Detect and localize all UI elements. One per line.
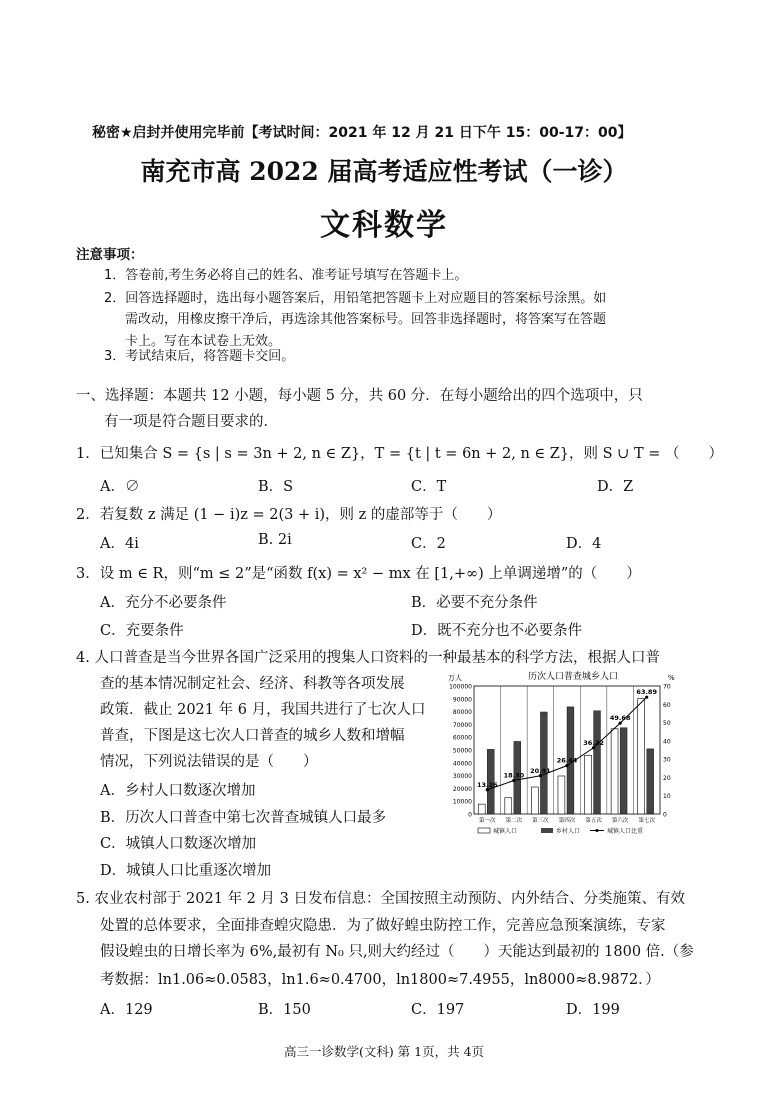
chart-right-tick-label: 40: [663, 738, 671, 746]
chart-left-tick-label: 40000: [452, 760, 472, 768]
chart-category-label: 第二次: [505, 818, 523, 824]
q5-option-a: A．129: [100, 1002, 153, 1018]
urban-bar: [558, 776, 565, 814]
question-4-stem: 情况，下列说法错误的是（ ）: [100, 754, 318, 770]
chart-left-tick-label: 80000: [452, 709, 472, 717]
urban-bar: [611, 729, 618, 814]
section-heading-cont: 有一项是符合题目要求的．: [104, 414, 278, 430]
chart-category-label: 第四次: [558, 818, 576, 824]
chart-title: 历次人口普查城乡人口: [527, 672, 619, 682]
note-item: 3．考试结束后，将答题卡交回。: [104, 349, 295, 364]
chart-left-tick-label: 10000: [452, 798, 472, 806]
urban-bar: [505, 798, 512, 814]
chart-category-label: 第七次: [638, 818, 655, 824]
q4-option-d: D．城镇人口比重逐次增加: [100, 863, 272, 879]
secret-header: 秘密★启封并使用完毕前【考试时间：2021 年 12 月 21 日下午 15：00-17：00】: [92, 125, 632, 141]
chart-category-label: 第一次: [479, 818, 496, 824]
urban-ratio-label: 20.91: [530, 766, 551, 775]
q2-option-d: D．4: [566, 536, 602, 552]
question-2-stem: 2．若复数 z 满足 (1 − i)z = 2(3 + i)，则 z 的虚部等于（ ）: [76, 507, 502, 523]
chart-category-label: 第五次: [585, 818, 602, 824]
note-item: 2．回答选择题时，选出每小题答案后，用铅笔把答题卡上对应题目的答案标号涂黑。如: [104, 291, 607, 306]
urban-ratio-label: 49.68: [609, 714, 631, 723]
legend-urban-label: 城镇人口: [493, 828, 518, 835]
q1-option-a: A．∅: [100, 479, 140, 495]
chart-left-tick-label: 60000: [452, 734, 472, 742]
urban-ratio-label: 18.30: [503, 771, 525, 780]
chart-right-tick-label: 10: [663, 793, 671, 801]
q3-option-d: D．既不充分也不必要条件: [411, 623, 583, 639]
page-footer: 高三一诊数学(文科) 第 1页，共 4页: [283, 1044, 485, 1059]
urban-ratio-label: 63.89: [636, 688, 657, 697]
question-4-stem: 4. 人口普查是当今世界各国广泛采用的搜集人口资料的一种最基本的科学方法，根据人口普: [76, 650, 660, 666]
rural-bar: [620, 728, 627, 814]
question-4-stem: 政策．截止 2021 年 6 月，我国共进行了七次人口: [100, 702, 426, 718]
q4-option-b: B．历次人口普查中第七次普查城镇人口最多: [100, 810, 387, 826]
q3-option-b: B．必要不充分条件: [411, 595, 538, 611]
question-5-stem: 假设蝗虫的日增长率为 6%,最初有 N₀ 只,则大约经过（ ）天能达到最初的 1800 倍.（参: [100, 944, 694, 960]
q2-option-c: C．2: [411, 536, 446, 552]
q2-option-a: A．4i: [100, 536, 139, 552]
chart-left-unit: 万人: [448, 674, 462, 682]
chart-left-tick-label: 50000: [452, 747, 472, 755]
population-chart: [438, 666, 692, 844]
chart-right-tick-label: 20: [663, 774, 671, 782]
urban-ratio-label: 13.26: [477, 780, 498, 789]
q4-option-a: A．乡村人口数逐次增加: [100, 783, 256, 799]
q1-option-c: C．T: [411, 479, 447, 495]
chart-left-tick-label: 70000: [452, 721, 472, 729]
chart-left-tick-label: 90000: [452, 696, 472, 704]
urban-bar: [478, 804, 485, 814]
chart-left-tick-label: 30000: [452, 773, 472, 781]
q3-option-c: C．充要条件: [100, 623, 184, 639]
q1-option-d: D．Z: [597, 479, 634, 495]
question-5-stem: 考数据：ln1.06≈0.0583，ln1.6≈0.4700，ln1800≈7.4955，ln8000≈8.9872．）: [100, 972, 660, 988]
chart-left-tick-label: 100000: [449, 683, 472, 691]
question-5-stem: 5. 农业农村部于 2021 年 2 月 3 日发布信息：全国按照主动预防、内外结合、分类施策、有效: [76, 891, 685, 907]
urban-bar: [531, 787, 538, 814]
legend-rural-swatch: [541, 828, 553, 833]
chart-right-tick-label: 60: [663, 701, 671, 709]
exam-subtitle: 文科数学: [320, 208, 448, 243]
legend-rural-label: 乡村人口: [556, 828, 581, 835]
section-heading: 一、选择题：本题共 12 小题，每小题 5 分，共 60 分．在每小题给出的四个选项中，只: [76, 388, 643, 404]
q2-option-b: B. 2i: [258, 532, 292, 548]
urban-ratio-label: 36.22: [583, 738, 604, 747]
legend-line-label: 城镇人口比重: [607, 828, 644, 835]
q4-option-c: C．城镇人口数逐次增加: [100, 836, 257, 852]
q5-option-d: D．199: [566, 1002, 620, 1018]
chart-left-tick-label: 20000: [452, 785, 472, 793]
q5-option-c: C．197: [411, 1002, 465, 1018]
chart-left-tick-label: 0: [468, 811, 472, 819]
question-5-stem: 处置的总体要求，全面排查蝗灾隐患．为了做好蝗虫防控工作，完善应急预案演练，专家: [100, 918, 666, 934]
legend-urban-swatch: [478, 828, 490, 833]
chart-right-tick-label: 0: [663, 811, 667, 819]
urban-bar: [585, 755, 592, 814]
notes-heading: 注意事项：: [76, 247, 144, 263]
q5-option-b: B．150: [258, 1002, 311, 1018]
question-3-stem: 3．设 m ∈ R，则“m ≤ 2”是“函数 f(x) = x² − mx 在 [1,+∞) 上单调递增”的（ ）: [76, 566, 641, 582]
rural-bar: [540, 712, 547, 814]
rural-bar: [647, 749, 654, 814]
urban-ratio-label: 26.44: [556, 756, 578, 765]
urban-bar: [638, 699, 645, 814]
chart-right-tick-label: 70: [663, 683, 671, 691]
question-1-stem: 1．已知集合 S = {s | s = 3n + 2, n ∈ Z}，T = {t | t = 6n + 2, n ∈ Z}，则 S ∪ T = （ ）: [76, 446, 723, 462]
note-item: 1．答卷前,考生务必将自己的姓名、准考证号填写在答题卡上。: [104, 268, 468, 283]
q1-option-b: B．S: [258, 479, 294, 495]
chart-right-tick-label: 50: [663, 720, 671, 728]
chart-category-label: 第三次: [532, 818, 549, 824]
question-4-stem: 查的基本情况制定社会、经济、科教等各项发展: [100, 676, 405, 692]
note-item: 需改动，用橡皮擦干净后，再选涂其他答案标号。回答非选择题时，将答案写在答题: [125, 312, 607, 327]
note-item: 卡上。写在本试卷上无效。: [125, 334, 282, 349]
chart-category-label: 第六次: [611, 818, 629, 824]
question-4-stem: 普查，下图是这七次人口普查的城乡人数和增幅: [100, 728, 405, 744]
chart-right-unit: %: [668, 674, 675, 682]
q3-option-a: A．充分不必要条件: [100, 595, 227, 611]
exam-title: 南充市高 2022 届高考适应性考试（一诊）: [140, 157, 628, 186]
chart-right-tick-label: 30: [663, 756, 671, 764]
legend-line-marker: [596, 829, 599, 832]
rural-bar: [594, 711, 601, 814]
